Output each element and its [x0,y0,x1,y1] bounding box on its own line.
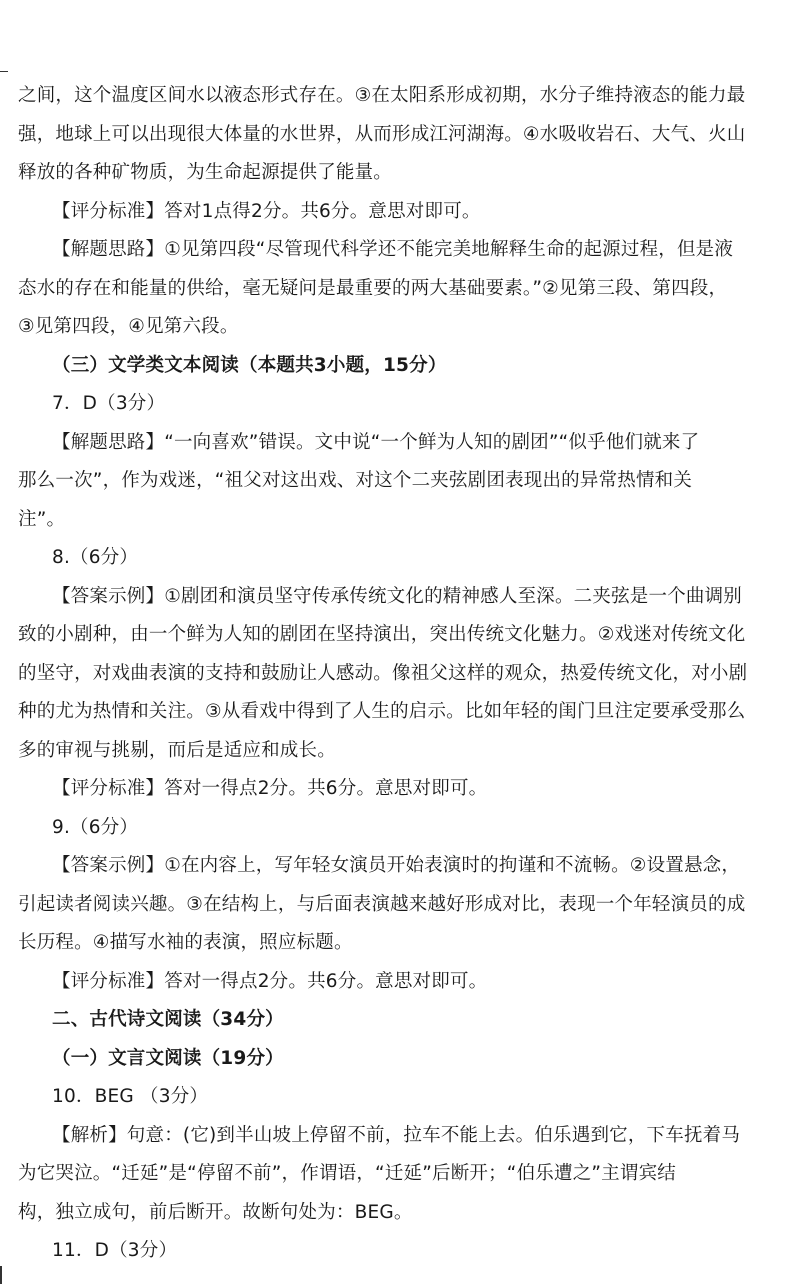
text-line: 构，独立成句，前后断开。故断句处为：BEG。 [18,1202,413,1223]
text-line: 那么一次”，作为戏迷，“祖父对这出戏、对这个二夹弦剧团表现出的异常热情和关 [18,470,693,491]
solution-approach: 【解题思路】①见第四段“尽管现代科学还不能完美地解释生命的起源过程，但是液 [52,239,734,260]
text-line: 的坚守，对戏曲表演的支持和鼓励让人感动。像祖父这样的观众，热爱传统文化，对小剧 [18,663,748,684]
text-line: 种的尤为热情和关注。③从看戏中得到了人生的启示。比如年轻的闺门旦注定要承受那么 [18,701,746,722]
edge-mark-top [0,71,8,72]
scoring-standard: 【评分标准】答对一得点2分。共6分。意思对即可。 [52,971,488,992]
text-line: 之间，这个温度区间水以液态形式存在。③在太阳系形成初期，水分子维持液态的能力最 [18,85,746,106]
scoring-standard: 【评分标准】答对1点得2分。共6分。意思对即可。 [52,201,481,222]
text-line: 致的小剧种，由一个鲜为人知的剧团在坚持演出，突出传统文化魅力。②戏迷对传统文化 [18,624,746,645]
section-heading: 二、古代诗文阅读（34分） [52,1009,284,1030]
analysis: 【解析】句意：(它)到半山坡上停留不前，拉车不能上去。伯乐遇到它，下车抚着马 [52,1125,741,1146]
text-line: 长历程。④描写水袖的表演，照应标题。 [18,932,353,953]
question-answer: 10．BEG （3分） [52,1086,209,1107]
question-answer: 11．D（3分） [52,1240,178,1261]
text-line: 态水的存在和能量的供给，毫无疑问是最重要的两大基础要素。”②见第三段、第四段， [18,278,728,299]
scoring-standard: 【评分标准】答对一得点2分。共6分。意思对即可。 [52,778,488,799]
answer-example: 【答案示例】①剧团和演员坚守传承传统文化的精神感人至深。二夹弦是一个曲调别 [52,586,742,607]
text-line: 为它哭泣。“迁延”是“停留不前”，作谓语，“迁延”后断开；“伯乐遭之”主谓宾结 [18,1163,676,1184]
text-line: 引起读者阅读兴趣。③在结构上，与后面表演越来越好形成对比，表现一个年轻演员的成 [18,894,746,915]
solution-approach: 【解题思路】“一向喜欢”错误。文中说“一个鲜为人知的剧团”“似乎他们就来了 [52,432,700,453]
question-answer: 7．D（3分） [52,393,166,414]
edge-mark-bottom [0,1266,2,1284]
text-line: 注”。 [18,509,66,530]
text-line: 强，地球上可以出现很大体量的水世界，从而形成江河湖海。④水吸收岩石、大气、火山 [18,124,746,145]
text-line: ③见第四段，④见第六段。 [18,316,239,337]
answer-example: 【答案示例】①在内容上，写年轻女演员开始表演时的拘谨和不流畅。②设置悬念， [52,855,741,876]
section-heading: （三）文学类文本阅读（本题共3小题，15分） [52,355,447,376]
text-line: 多的审视与挑剔，而后是适应和成长。 [18,740,336,761]
question-number: 8.（6分） [52,547,139,568]
section-heading: （一）文言文阅读（19分） [52,1048,284,1069]
text-line: 释放的各种矿物质，为生命起源提供了能量。 [18,162,393,183]
question-number: 9.（6分） [52,817,139,838]
